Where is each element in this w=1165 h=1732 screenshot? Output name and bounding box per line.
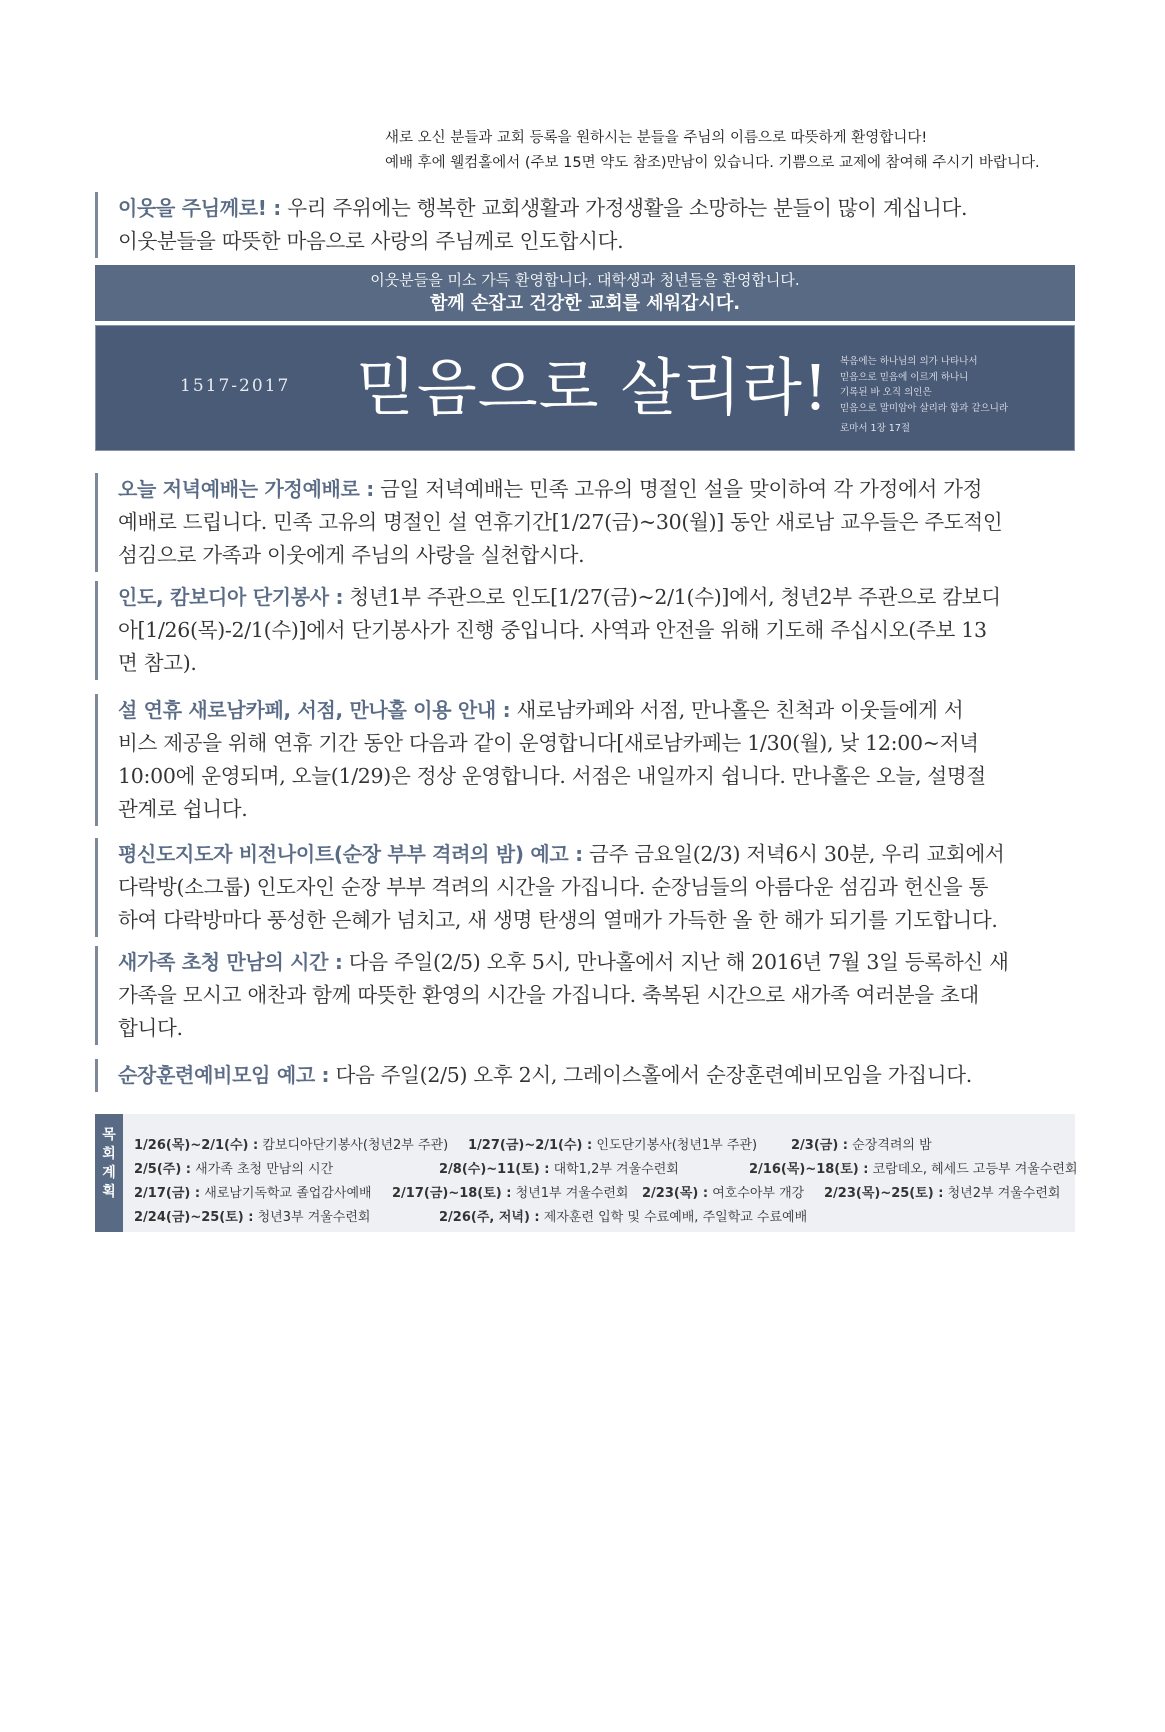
- announcement-text: 가족을 모시고 애찬과 함께 따뜻한 환영의 시간을 가집니다. 축복된 시간으로 새가족 여러분을 초대: [118, 983, 979, 1007]
- banner-verse: [840, 354, 1008, 416]
- verse-line: 믿음으로 말미암아 살리라 함과 같으니라: [840, 402, 1009, 414]
- banner-years: 1517-2017: [180, 376, 291, 396]
- announcement-neighbors: [95, 192, 1098, 258]
- pastoral-schedule: [95, 1114, 1078, 1232]
- welcome-message: [385, 126, 1145, 176]
- announcement-text: 청년1부 주관으로 인도[1/27(금)~2/1(수)]에서, 청년2부 주관으로 캄보디: [343, 585, 1001, 609]
- announcement-text: 다음 주일(2/5) 오후 2시, 그레이스홀에서 순장훈련예비모임을 가집니다.: [329, 1063, 972, 1087]
- announcement-heading: 설 연휴 새로남카페, 서점, 만나홀 이용 안내 :: [118, 698, 511, 722]
- announcement-text: 관계로 쉽니다.: [118, 797, 248, 821]
- announcement-text: 다음 주일(2/5) 오후 5시, 만나홀에서 지난 해 2016년 7월 3일 등록하신 새: [342, 950, 1009, 974]
- announcement-short-term-mission: [95, 581, 1098, 680]
- announcement-text: 하여 다락방마다 풍성한 은혜가 넘치고, 새 생명 탄생의 열매가 가득한 올 한 해가 되기를 기도합니다.: [118, 908, 998, 932]
- announcement-home-worship: [95, 473, 1098, 572]
- schedule-entry: 2/5(주) : 새가족 초청 만남의 시간: [134, 1162, 334, 1177]
- announcement-text: 비스 제공을 위해 연휴 기간 동안 다음과 같이 운영합니다[새로남카페는 1/30(월), 낮 12:00~저녁: [118, 731, 979, 755]
- schedule-entry: 2/23(목) : 여호수아부 개강: [642, 1186, 805, 1201]
- announcement-heading: 순장훈련예비모임 예고 :: [118, 1063, 330, 1087]
- announcement-heading: 오늘 저녁예배는 가정예배로 :: [118, 477, 374, 501]
- schedule-entry: 2/23(목)~25(토) : 청년2부 겨울수련회: [824, 1186, 1061, 1201]
- welcome-band: [95, 265, 1075, 321]
- announcement-heading: 인도, 캄보디아 단기봉사 :: [118, 585, 344, 609]
- announcement-text: 다락방(소그룹) 인도자인 순장 부부 격려의 시간을 가집니다. 순장님들의 아름다운 섬김과 헌신을 통: [118, 875, 989, 899]
- schedule-label: 목 회 계 획: [95, 1114, 123, 1232]
- announcement-text: 우리 주위에는 행복한 교회생활과 가정생활을 소망하는 분들이 많이 계십니다.: [281, 196, 968, 220]
- schedule-entry: 2/3(금) : 순장격려의 밤: [791, 1138, 932, 1153]
- announcement-text: 섬김으로 가족과 이웃에게 주님의 사랑을 실천합시다.: [118, 543, 585, 567]
- announcement-text: 아[1/26(목)-2/1(수)]에서 단기봉사가 진행 중입니다. 사역과 안전을 위해 기도해 주십시오(주보 13: [118, 618, 987, 642]
- schedule-entry: 2/16(목)~18(토) : 코람데오, 헤세드 고등부 겨울수련회: [749, 1162, 1078, 1177]
- announcement-text: 예배로 드립니다. 민족 고유의 명절인 설 연휴기간[1/27(금)~30(월)] 동안 새로남 교우들은 주도적인: [118, 510, 1003, 534]
- band-line: 이웃분들을 미소 가득 환영합니다. 대학생과 청년들을 환영합니다.: [370, 271, 800, 289]
- welcome-line: 새로 오신 분들과 교회 등록을 원하시는 분들을 주님의 이름으로 따뜻하게 환영합니다!: [385, 130, 928, 146]
- announcement-vision-night: [95, 838, 1098, 937]
- verse-line: 기록된 바 오직 의인은: [840, 387, 932, 398]
- announcement-text: 금주 금요일(2/3) 저녁6시 30분, 우리 교회에서: [582, 842, 1005, 866]
- schedule-entry: 2/24(금)~25(토) : 청년3부 겨울수련회: [134, 1210, 371, 1225]
- announcement-heading: 이웃을 주님께로! :: [118, 196, 281, 220]
- announcement-text: 금일 저녁예배는 민족 고유의 명절인 설을 맞이하여 각 가정에서 가정: [373, 477, 983, 501]
- schedule-entry: 2/17(금) : 새로남기독학교 졸업감사예배: [134, 1186, 372, 1201]
- schedule-entry: 2/17(금)~18(토) : 청년1부 겨울수련회: [392, 1186, 629, 1201]
- verse-reference: 로마서 1장 17절: [840, 423, 911, 434]
- verse-line: 믿음으로 믿음에 이르게 하나니: [840, 371, 969, 383]
- announcement-leader-training: [95, 1059, 1098, 1092]
- announcement-text: 면 참고).: [118, 651, 197, 675]
- schedule-entry: 1/26(목)~2/1(수) : 캄보디아단기봉사(청년2부 주관): [134, 1138, 449, 1153]
- announcement-holiday-facilities: [95, 694, 1098, 826]
- banner-slogan: 믿음으로 살리라!: [356, 351, 829, 424]
- schedule-entry: 2/26(주, 저녁) : 제자훈련 입학 및 수료예배, 주일학교 수료예배: [439, 1210, 808, 1225]
- band-slogan: 함께 손잡고 건강한 교회를 세워갑시다.: [429, 293, 741, 314]
- announcement-heading: 평신도지도자 비전나이트(순장 부부 격려의 밤) 예고 :: [118, 842, 583, 866]
- announcement-text: 새로남카페와 서점, 만나홀은 친척과 이웃들에게 서: [510, 698, 964, 722]
- welcome-line: 예배 후에 웰컴홀에서 (주보 15면 약도 참조)만남이 있습니다. 기쁨으로 교제에 참여해 주시기 바랍니다.: [385, 155, 1040, 171]
- announcement-new-family: [95, 946, 1098, 1045]
- announcement-heading: 새가족 초청 만남의 시간 :: [118, 950, 343, 974]
- schedule-entry: 2/8(수)~11(토) : 대학1,2부 겨울수련회: [439, 1162, 679, 1177]
- reformation-banner: [95, 325, 1075, 451]
- announcement-text: 합니다.: [118, 1016, 183, 1040]
- announcement-text: 이웃분들을 따뜻한 마음으로 사랑의 주님께로 인도합시다.: [118, 229, 624, 253]
- announcement-text: 10:00에 운영되며, 오늘(1/29)은 정상 운영합니다. 서점은 내일까지 쉽니다. 만나홀은 오늘, 설명절: [118, 764, 986, 788]
- verse-line: 복음에는 하나님의 의가 나타나서: [840, 356, 978, 367]
- schedule-entry: 1/27(금)~2/1(수) : 인도단기봉사(청년1부 주관): [468, 1138, 758, 1153]
